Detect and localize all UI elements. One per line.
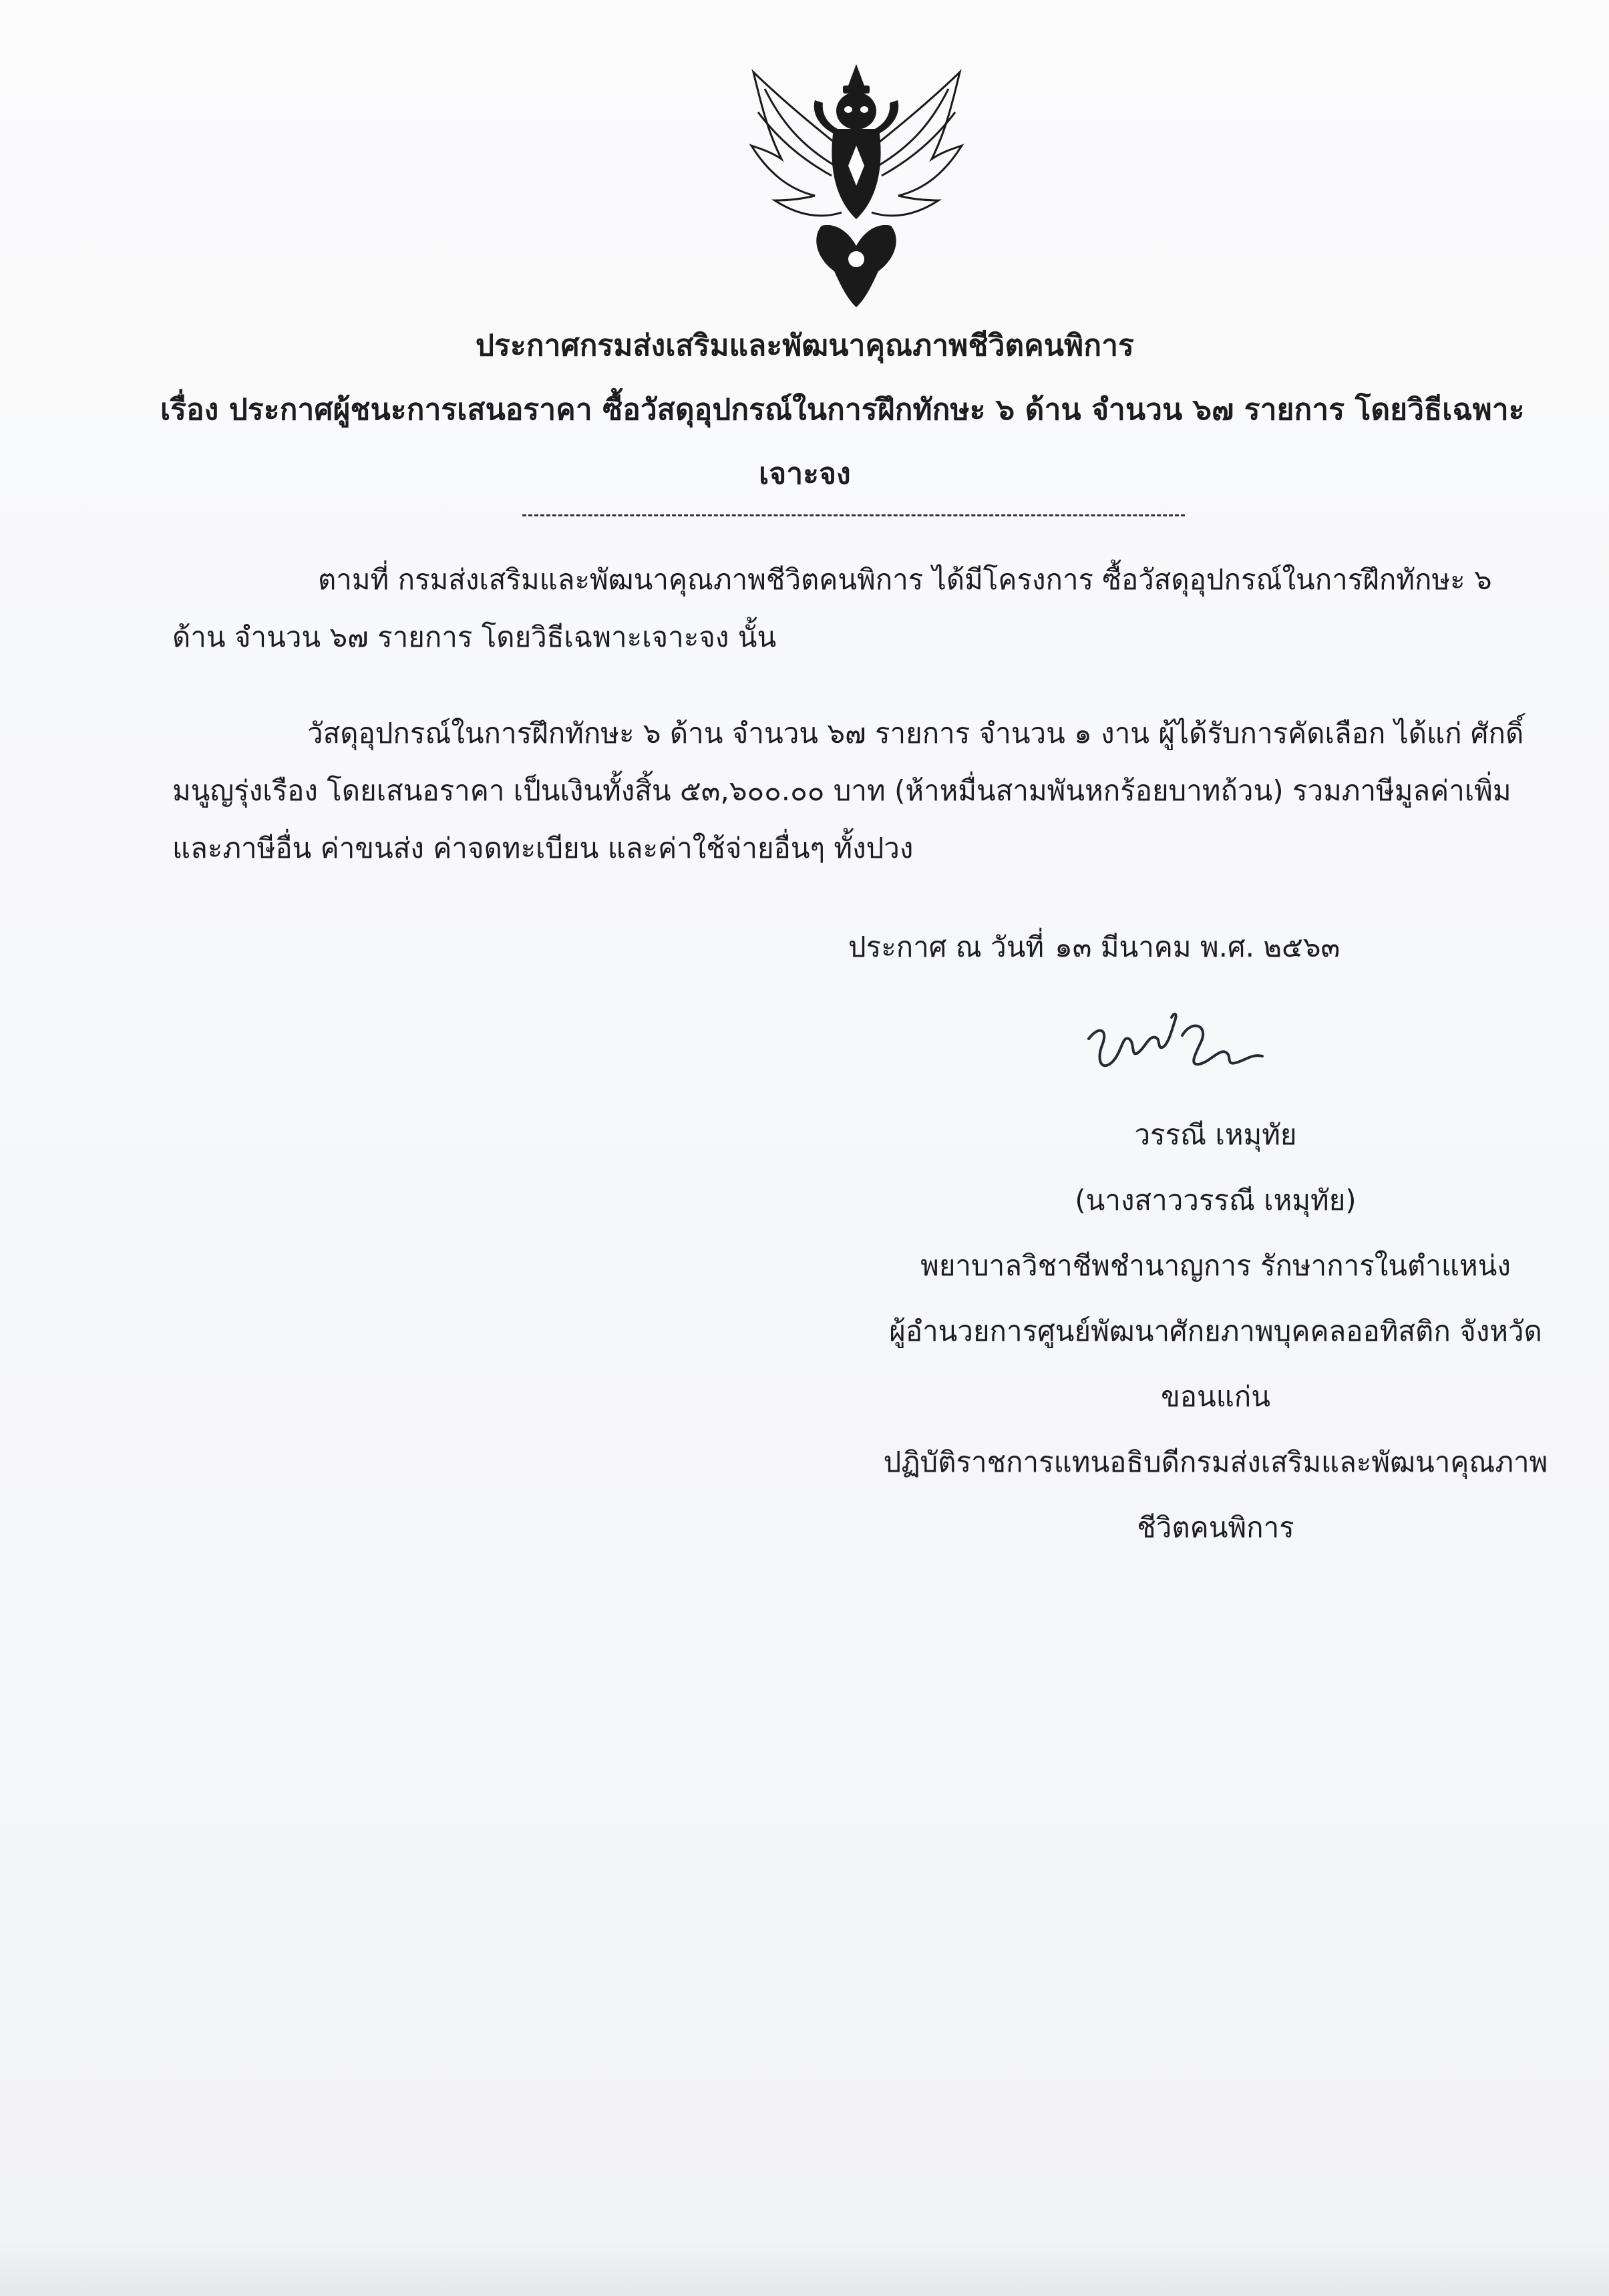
signer-position: ชีวิตคนพิการ [1137, 1511, 1294, 1544]
paragraph-1-line-2: ด้าน จำนวน ๖๗ รายการ โดยวิธีเฉพาะเจาะจง นั้น [172, 621, 777, 653]
announcement-date [848, 919, 1340, 976]
title-line: ประกาศกรมส่งเสริมและพัฒนาคุณภาพชีวิตคนพิการ [476, 329, 1134, 363]
subject-line-continued: เจาะจง [759, 457, 851, 491]
paragraph-2-line-3: และภาษีอื่น ค่าขนส่ง ค่าจดทะเบียน และค่าใช้จ่ายอื่นๆ ทั้งปวง [172, 832, 914, 864]
paragraph-2-line-2: มนูญรุ่งเรือง โดยเสนอราคา เป็นเงินทั้งสิ้น ๕๓,๖๐๐.๐๐ บาท (ห้าหมื่นสามพันหกร้อยบาทถ้วน) รวมภาษีมูลค่าเพิ่ม [172, 774, 1511, 807]
signer-position: พยาบาลวิชาชีพชำนาญการ รักษาการในตำแหน่ง [920, 1249, 1511, 1282]
signer-name: วรรณี เหมุทัย [1134, 1118, 1297, 1151]
signer-position: ผู้อำนวยการศูนย์พัฒนาศักยภาพบุคคลออทิสติก จังหวัด [889, 1315, 1542, 1347]
subject-line: เรื่อง ประกาศผู้ชนะการเสนอราคา ซื้อวัสดุอุปกรณ์ในการฝึกทักษะ ๖ ด้าน จำนวน ๖๗ รายการ โดยวิธีเฉพาะ [160, 393, 1525, 427]
signature-block [822, 1102, 1609, 1561]
paragraph-2-line-1: วัสดุอุปกรณ์ในการฝึกทักษะ ๖ ด้าน จำนวน ๖๗ รายการ จำนวน ๑ งาน ผู้ได้รับการคัดเลือก ได้แก่ ศักดิ์ [307, 717, 1524, 750]
signer-full-name: (นางสาววรรณี เหมุทัย) [1075, 1184, 1357, 1216]
garuda-emblem-icon [741, 59, 972, 309]
date-prefix: ประกาศ ณ วันที่ [848, 931, 1045, 963]
announcement-title [160, 314, 1525, 506]
signer-position: ปฏิบัติราชการแทนอธิบดีกรมส่งเสริมและพัฒนาคุณภาพ [883, 1446, 1548, 1478]
paragraph-1-line-1: ตามที่ กรมส่งเสริมและพัฒนาคุณภาพชีวิตคนพิการ ได้มีโครงการ ซื้อวัสดุอุปกรณ์ในการฝึกทักษะ ๖ [318, 563, 1492, 596]
divider-line [522, 514, 1185, 516]
signer-position: ขอนแก่น [1161, 1380, 1270, 1413]
scan-edge-shadow [0, 2236, 1609, 2296]
handwritten-signature-icon [1082, 999, 1282, 1092]
date-value: ๑๓ มีนาคม พ.ศ. ๒๕๖๓ [1055, 931, 1340, 963]
